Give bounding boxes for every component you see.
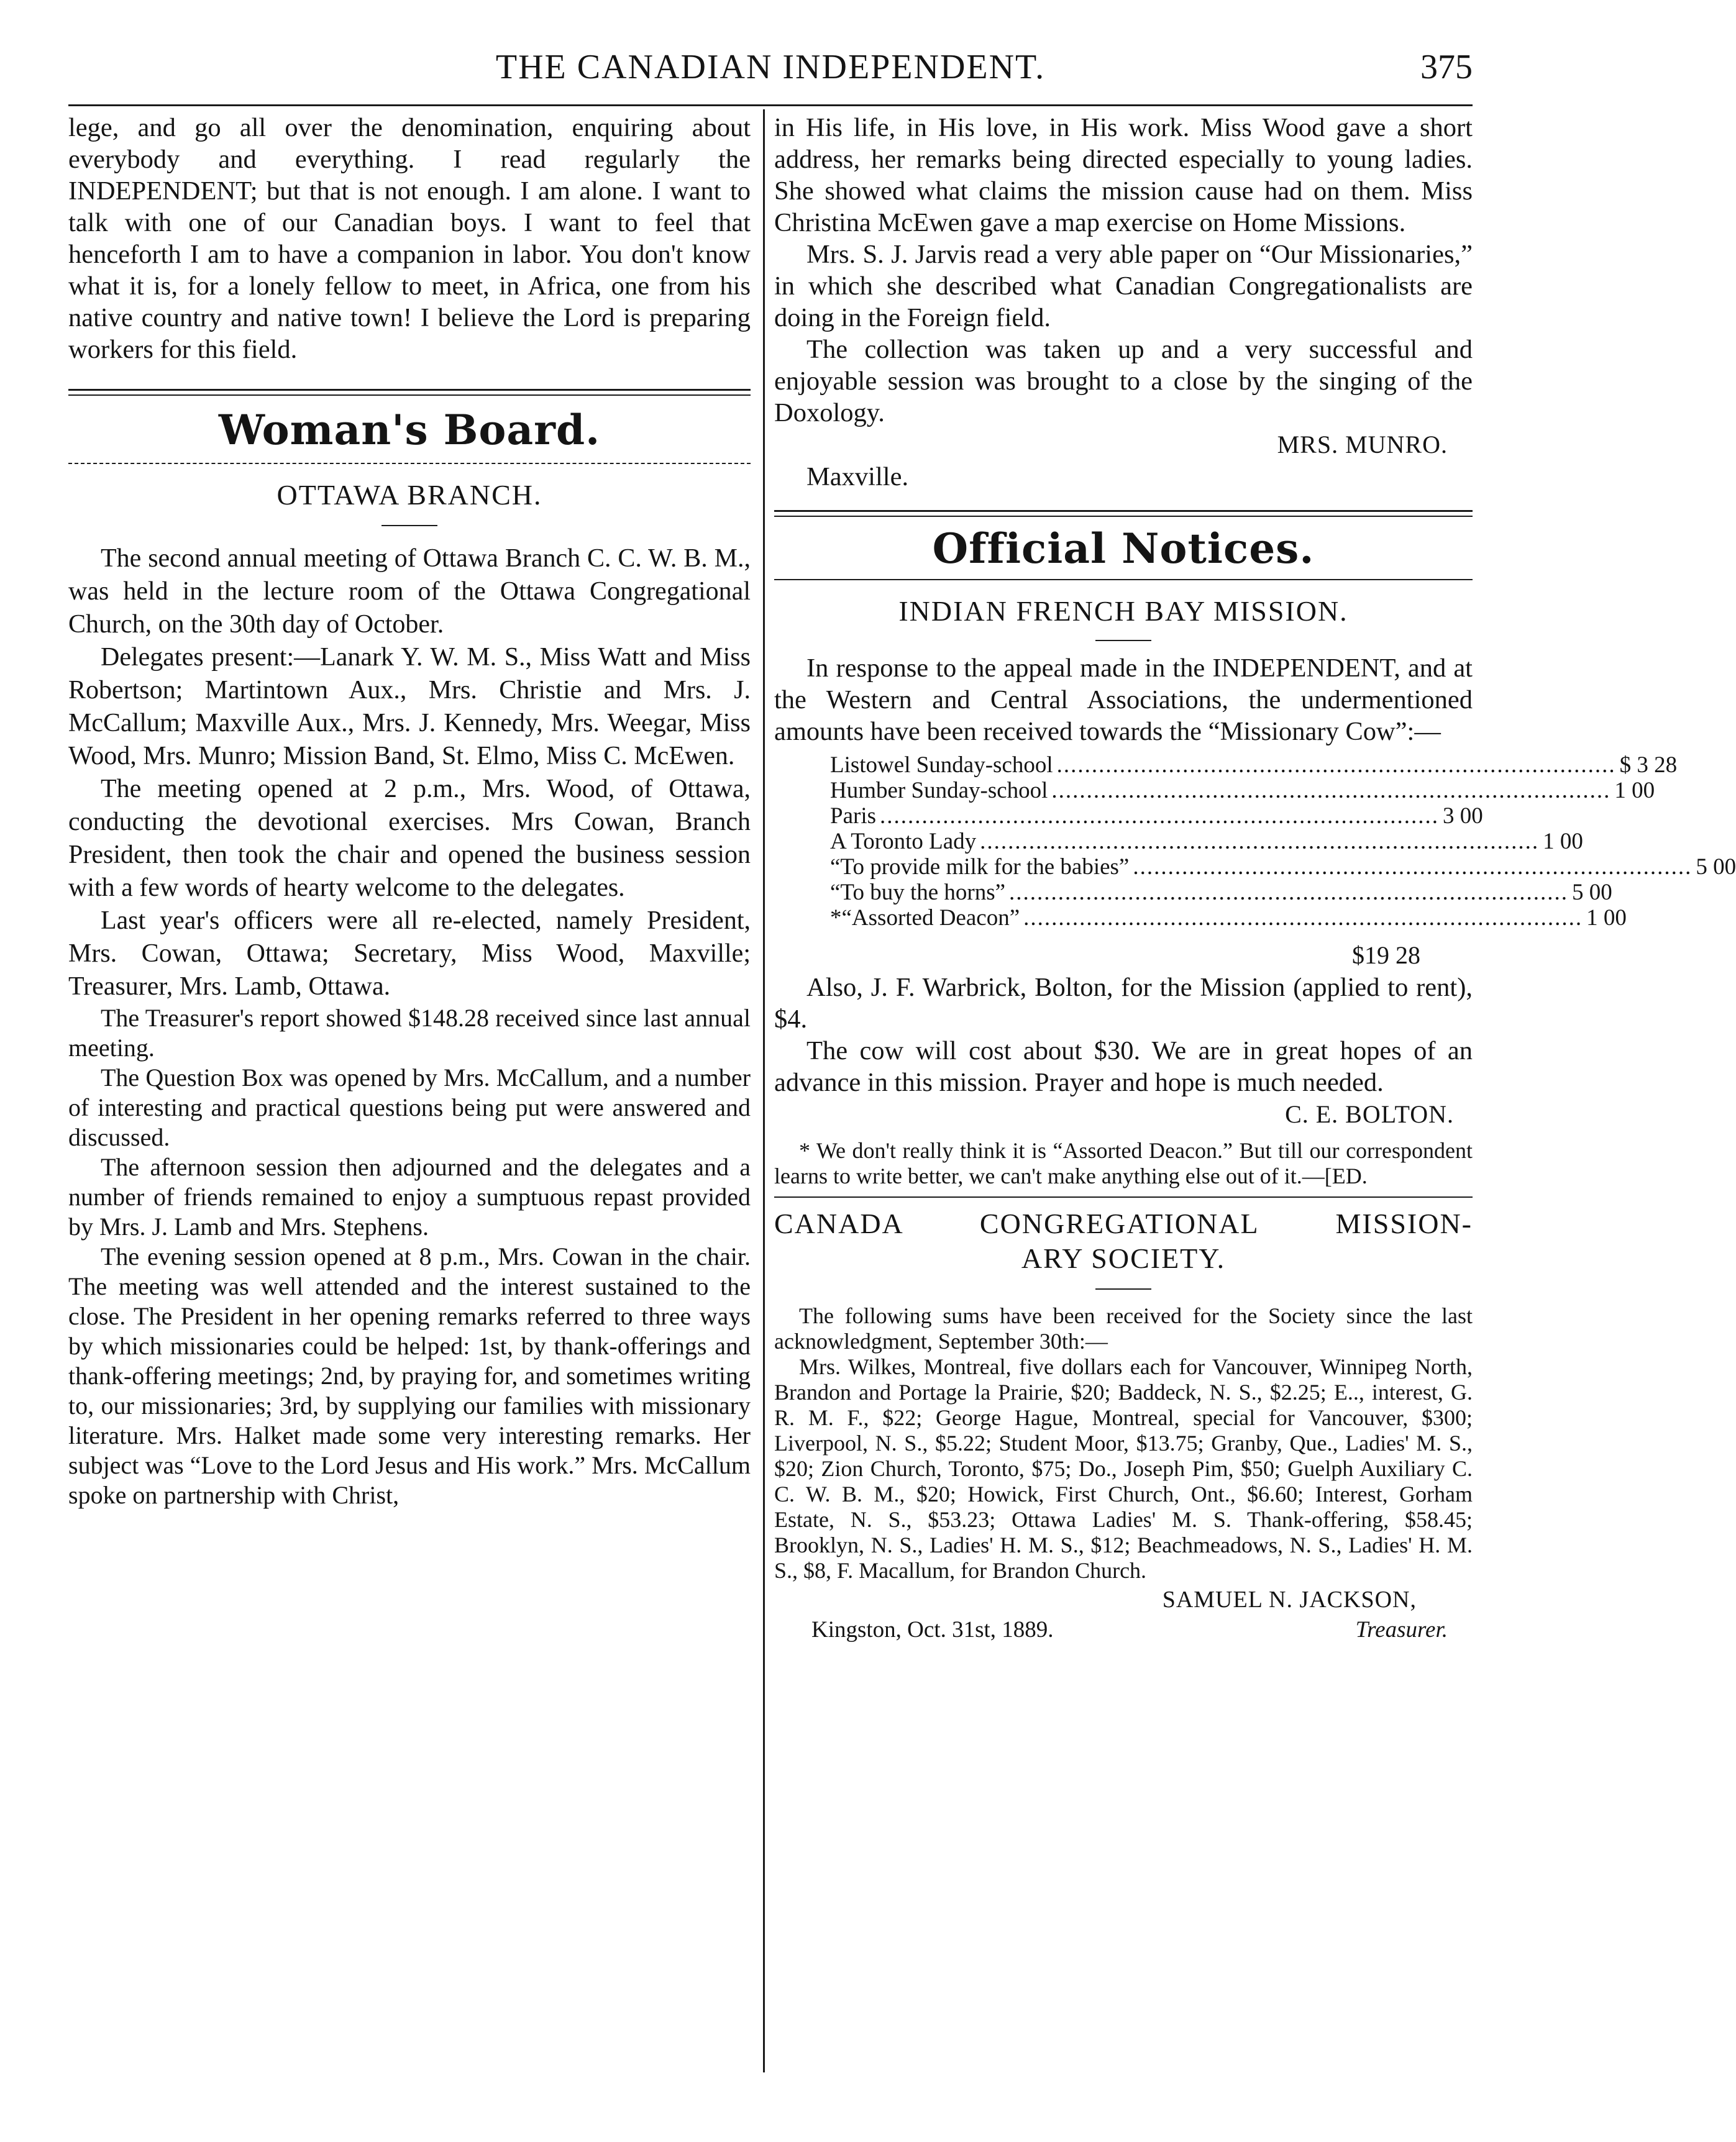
ledger-amount: 3 00 xyxy=(1443,803,1483,829)
article-paragraph: Last year's officers were all re-elected, namely President, Mrs. Cowan, Ottawa; Secretary, Miss Wood, Maxville; Treasurer, Mrs. Lamb, Ottawa. xyxy=(68,906,751,1001)
ledger-row xyxy=(830,880,1612,905)
right-column xyxy=(774,112,1736,1644)
leader-dots: ................................................................................ xyxy=(1133,854,1693,880)
place-maxville: Maxville. xyxy=(806,462,909,491)
notice-paragraph: The cow will cost about $30. We are in great hopes of an advance in this mission. Prayer and hope is much needed. xyxy=(774,1036,1473,1097)
page-number: 375 xyxy=(1420,48,1473,86)
notice-title-indian-french-bay: INDIAN FRENCH BAY MISSION. xyxy=(898,595,1348,627)
section-title-womans-board: Woman's Board. xyxy=(218,406,601,454)
column-divider xyxy=(763,109,765,2072)
donation-ledger xyxy=(830,752,1736,972)
ledger-label: A Toronto Lady xyxy=(830,829,977,854)
signer-name: SAMUEL N. JACKSON, xyxy=(1162,1587,1417,1613)
running-title: THE CANADIAN INDEPENDENT. xyxy=(495,48,1046,86)
article-paragraph: The meeting opened at 2 p.m., Mrs. Wood, of Ottawa, conducting the devotional exercises. Mrs Cowan, Branch President, then took the chair and opened the business session with a few words of hearty welcome to the delegates. xyxy=(68,775,751,902)
ledger-amount: 1 00 xyxy=(1614,778,1655,803)
ledger-label: *“Assorted Deacon” xyxy=(830,905,1020,931)
running-head xyxy=(68,43,1473,99)
article-paragraph: Delegates present:—Lanark Y. W. M. S., Miss Watt and Miss Robertson; Martintown Aux., Mrs. Christie and Mrs. J. McCallum; Maxville Aux., Mrs. J. Kennedy, Mrs. Weegar, Miss Wood, Mrs. Munro; Mission Band, St. Elmo, Miss C. McEwen. xyxy=(68,643,751,770)
section-rule-top xyxy=(774,510,1473,517)
ledger-amount: 5 00 xyxy=(1572,880,1612,905)
section-rule-top xyxy=(68,389,751,396)
section-title-official-notices: Official Notices. xyxy=(932,524,1315,573)
signature-bolton: C. E. BOLTON. xyxy=(1285,1100,1454,1128)
report-paragraph: Mrs. S. J. Jarvis read a very able paper on “Our Missionaries,” in which she described what Canadian Congregationalists are doing in the Foreign field. xyxy=(774,240,1473,332)
left-column xyxy=(68,112,751,1510)
ledger-row xyxy=(830,778,1655,803)
article-paragraph: The Treasurer's report showed $148.28 received since last annual meeting. xyxy=(68,1004,751,1062)
notice-title-ccms-line1: CANADA CONGREGATIONAL MISSION- xyxy=(774,1208,1473,1239)
article-paragraph: The second annual meeting of Ottawa Branch C. C. W. B. M., was held in the lecture room of the Ottawa Congregational Church, on the 30th day of October. xyxy=(68,544,751,639)
ledger-row xyxy=(830,905,1627,931)
society-receipts: Mrs. Wilkes, Montreal, five dollars each for Vancouver, Winnipeg North, Brandon and Portage la Prairie, $20; Baddeck, N. S., $2.25; E.., interest, G. R. M. F., $22; George Hague, Montreal, special for Vancouver, $300; Liverpool, N. S., $5.22; Student Moor, $13.75; Granby, Que., Ladies' M. S., $20; Zion Church, Toronto, $75; Do., Joseph Pim, $50; Guelph Auxiliary C. C. W. B. M., $20; Howick, First Church, Ont., $6.60; Interest, Gorham Estate, N. S., $53.23; Ottawa Ladies' M. S. Thank-offering, $58.45; Brooklyn, N. S., Ladies' H. M. S., $12; Beachmeadows, N. S., Ladies' H. M. S., $8, F. Macallum, for Brandon Church. xyxy=(774,1354,1473,1583)
ledger-row xyxy=(830,752,1678,778)
ledger-amount: 1 00 xyxy=(1586,905,1627,931)
leader-dots: ................................................................................ xyxy=(1023,905,1583,931)
notice-paragraph: Also, J. F. Warbrick, Bolton, for the Mission (applied to rent), $4. xyxy=(774,973,1473,1034)
leader-dots: ................................................................................ xyxy=(880,803,1439,829)
notice-title-ccms-line2: ARY SOCIETY. xyxy=(1021,1242,1226,1274)
leader-dots: ................................................................................ xyxy=(980,829,1540,854)
subhead-ottawa-branch: OTTAWA BRANCH. xyxy=(276,479,542,511)
leader-dots: ................................................................................ xyxy=(1009,880,1569,905)
ledger-label: “To buy the horns” xyxy=(830,880,1006,905)
ledger-label: Listowel Sunday-school xyxy=(830,752,1053,778)
leader-dots: ................................................................................ xyxy=(1051,778,1611,803)
continued-letter: lege, and go all over the denomination, enquiring about everybody and everything. I read regularly the INDEPENDENT; but that is not enough. I am alone. I want to talk with one of our Canadian boys. I want to feel that henceforth I am to have a companion in labor. You don't know what it is, for a lonely fellow to meet, in Africa, one from his native country and native town! I believe the Lord is preparing workers for this field. xyxy=(68,113,751,364)
ledger-amount: 1 00 xyxy=(1543,829,1583,854)
editor-footnote: * We don't really think it is “Assorted Deacon.” But till our correspondent learns to write better, we can't make anything else out of it.—[ED. xyxy=(774,1138,1473,1188)
signature-line xyxy=(774,1616,1473,1644)
ledger-label: “To provide milk for the babies” xyxy=(830,854,1130,880)
ledger-total: $19 28 xyxy=(1352,941,1420,969)
ledger-amount: $ 3 28 xyxy=(1619,752,1678,778)
ledger-label: Paris xyxy=(830,803,876,829)
ledger-row xyxy=(830,829,1583,854)
article-paragraph: The Question Box was opened by Mrs. McCallum, and a number of interesting and practical questions being put were answered and discussed. xyxy=(68,1064,751,1151)
leader-dots: ................................................................................ xyxy=(1056,752,1616,778)
ledger-row xyxy=(830,854,1736,880)
header-rule xyxy=(68,104,1473,106)
society-intro: The following sums have been received for the Society since the last acknowledgment, September 30th:— xyxy=(774,1303,1473,1354)
signer-role: Treasurer. xyxy=(1355,1617,1448,1643)
notice-intro: In response to the appeal made in the INDEPENDENT, and at the Western and Central Associations, the undermentioned amounts have been received towards the “Missionary Cow”:— xyxy=(774,654,1473,746)
article-paragraph: The afternoon session then adjourned and the delegates and a number of friends remained to enjoy a sumptuous repast provided by Mrs. J. Lamb and Mrs. Stephens. xyxy=(68,1153,751,1241)
ledger-row xyxy=(830,803,1483,829)
ledger-amount: 5 00 xyxy=(1696,854,1736,880)
place-date: Kingston, Oct. 31st, 1889. xyxy=(811,1617,1054,1643)
signature-munro: MRS. MUNRO. xyxy=(1277,431,1448,458)
report-paragraph: The collection was taken up and a very successful and enjoyable session was brought to a close by the singing of the Doxology. xyxy=(774,335,1473,427)
ledger-label: Humber Sunday-school xyxy=(830,778,1048,803)
article-paragraph: The evening session opened at 8 p.m., Mrs. Cowan in the chair. The meeting was well attended and the interest sustained to the close. The President in her opening remarks referred to three ways by which missionaries could be helped: 1st, by thank-offerings and thank-offering meetings; 2nd, by praying for, and sometimes writing to, our missionaries; 3rd, by supplying our families with missionary literature. Mrs. Halket made some very interesting remarks. Her subject was “Love to the Lord Jesus and His work.” Mrs. McCallum spoke on partnership with Christ, xyxy=(68,1242,751,1509)
continued-report: in His life, in His love, in His work. Miss Wood gave a short address, her remarks being directed especially to young ladies. She showed what claims the mission cause had on them. Miss Christina McEwen gave a map exercise on Home Missions. xyxy=(774,113,1473,237)
